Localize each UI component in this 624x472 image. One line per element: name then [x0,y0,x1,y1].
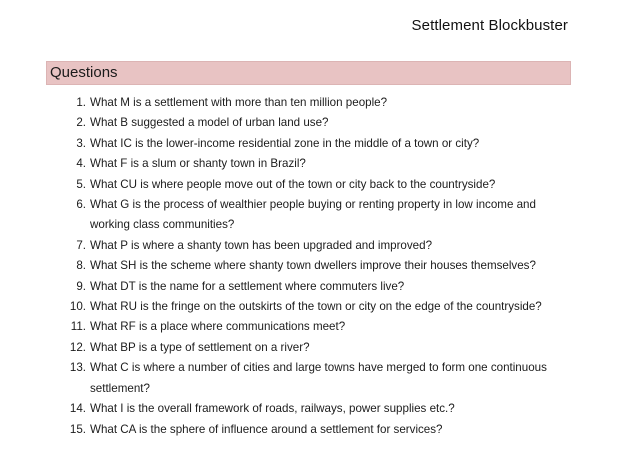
question-number: 7. [76,238,86,252]
section-heading: Questions [50,64,118,81]
question-text: What CA is the sphere of influence around a settlement for services? [90,422,443,436]
question-item [46,338,586,358]
question-item [46,236,586,256]
question-number: 11. [70,320,86,334]
question-text: What M is a settlement with more than ten million people? [90,96,388,109]
question-item [46,358,586,399]
question-number: 8. [76,259,86,273]
question-number: 15. [69,422,86,436]
question-text: What BP is a type of settlement on a river? [90,340,310,354]
question-item [46,399,586,419]
question-item [46,256,586,276]
question-text: What B suggested a model of urban land use? [90,116,329,130]
question-item [46,277,586,297]
question-number: 10. [69,300,86,314]
question-item [46,297,586,317]
question-item [46,175,586,195]
question-item [46,317,586,337]
question-text: What I is the overall framework of roads, railways, power supplies etc.? [90,402,455,416]
question-number: 13. [69,361,86,375]
question-item [46,134,586,154]
document-title: Settlement Blockbuster [411,17,568,34]
question-number: 4. [76,157,86,171]
question-number: 2. [76,116,86,130]
question-number: 9. [76,279,86,293]
question-text: What C is where a number of cities and large towns have merged to form one continuous settlement? [90,361,547,395]
section-header-bar [46,61,571,85]
question-text: What SH is the scheme where shanty town dwellers improve their houses themselves? [90,259,536,273]
question-number: 3. [76,136,86,150]
question-number: 12. [69,340,86,354]
question-item [46,420,586,440]
question-text: What F is a slum or shanty town in Brazil? [90,157,306,171]
question-text: What RF is a place where communications meet? [90,320,346,334]
question-text: What RU is the fringe on the outskirts of the town or city on the edge of the countryside? [90,300,542,314]
question-item [46,113,586,133]
question-item [46,93,586,113]
question-list [46,93,586,440]
question-item [46,195,586,236]
question-text: What CU is where people move out of the town or city back to the countryside? [90,177,496,191]
question-number: 1. [76,96,86,109]
question-text: What DT is the name for a settlement where commuters live? [90,279,405,293]
question-text: What G is the process of wealthier people buying or renting property in low income and working class communities? [90,198,536,232]
question-text: What IC is the lower-income residential zone in the middle of a town or city? [90,136,480,150]
question-item [46,154,586,174]
question-number: 5. [76,177,86,191]
question-number: 6. [76,198,86,212]
question-number: 14. [69,402,86,416]
question-text: What P is where a shanty town has been upgraded and improved? [90,238,433,252]
